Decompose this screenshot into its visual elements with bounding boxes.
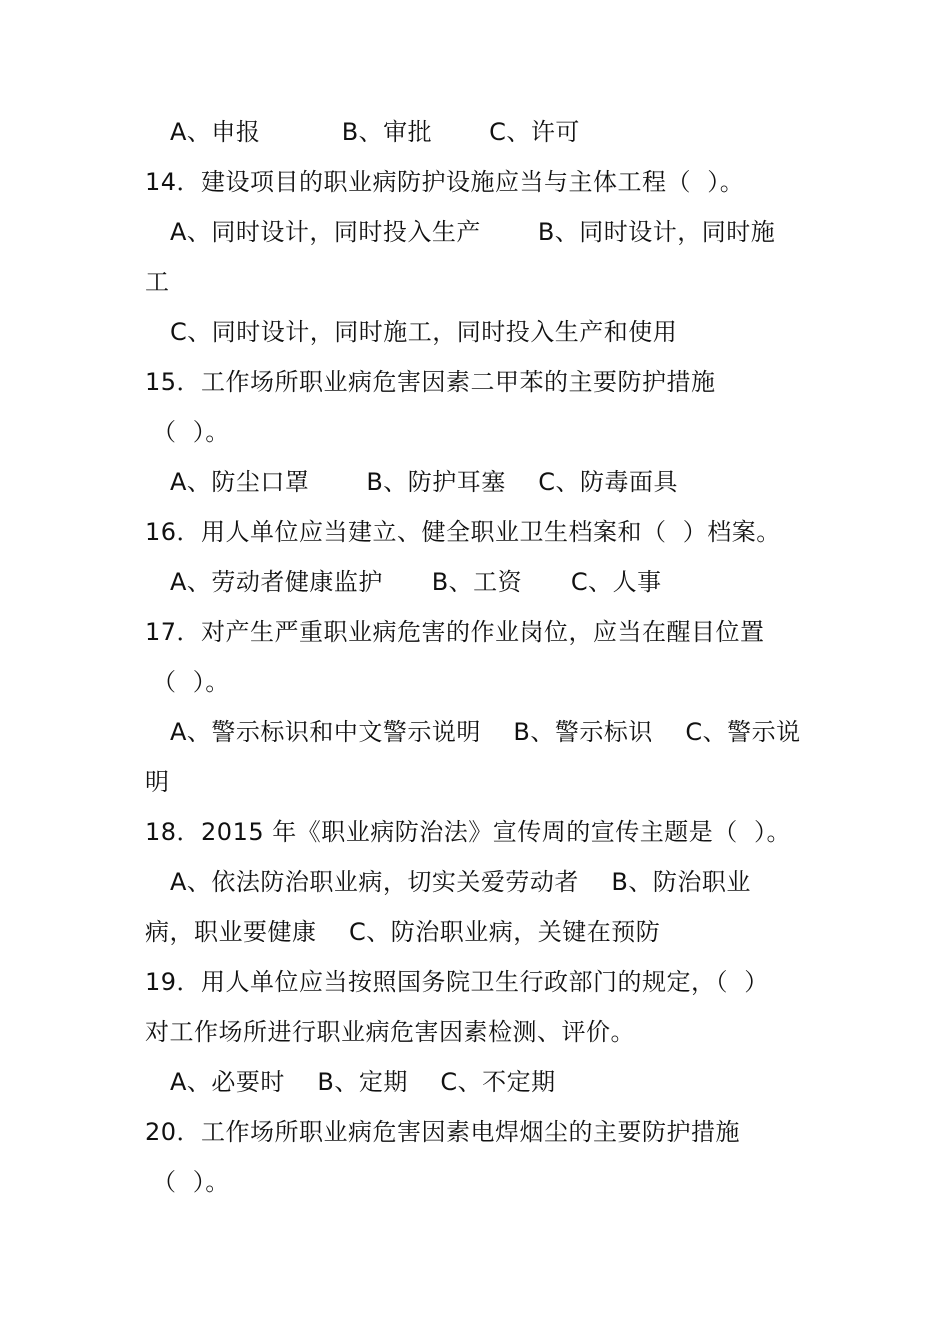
q16-options: A、劳动者健康监护 B、工资 C、人事 bbox=[170, 568, 662, 596]
q20-stem-paren: （ ）。 bbox=[152, 1168, 230, 1196]
q17-options-line1: A、警示标识和中文警示说明 B、警示标识 C、警示说 bbox=[170, 718, 801, 746]
q19-stem-line1: 19．用人单位应当按照国务院卫生行政部门的规定，（ ） bbox=[145, 968, 769, 996]
q19-stem-line2: 对工作场所进行职业病危害因素检测、评价。 bbox=[145, 1018, 635, 1046]
q19-options: A、必要时 B、定期 C、不定期 bbox=[170, 1068, 556, 1096]
q17-stem-paren: （ ）。 bbox=[152, 668, 230, 696]
q16-stem: 16．用人单位应当建立、健全职业卫生档案和（ ）档案。 bbox=[145, 518, 781, 546]
q18-stem: 18．2015 年《职业病防治法》宣传周的宣传主题是（ ）。 bbox=[145, 818, 792, 846]
q15-stem-paren: （ ）。 bbox=[152, 418, 230, 446]
q20-stem: 20．工作场所职业病危害因素电焊烟尘的主要防护措施 bbox=[145, 1118, 741, 1146]
q13-options: A、申报 B、审批 C、许可 bbox=[170, 118, 580, 146]
q17-stem: 17．对产生严重职业病危害的作业岗位，应当在醒目位置 bbox=[145, 618, 765, 646]
q15-stem: 15．工作场所职业病危害因素二甲苯的主要防护措施 bbox=[145, 368, 716, 396]
q18-options-line2: 病，职业要健康 C、防治职业病，关键在预防 bbox=[145, 918, 661, 946]
q14-options-line1: A、同时设计，同时投入生产 B、同时设计，同时施 bbox=[170, 218, 776, 246]
q14-options-line2: 工 bbox=[145, 268, 170, 296]
q15-options: A、防尘口罩 B、防护耳塞 C、防毒面具 bbox=[170, 468, 679, 496]
q18-options-line1: A、依法防治职业病，切实关爱劳动者 B、防治职业 bbox=[170, 868, 751, 896]
q14-stem: 14．建设项目的职业病防护设施应当与主体工程（ ）。 bbox=[145, 168, 745, 196]
q17-options-line2: 明 bbox=[145, 768, 170, 796]
q14-option-c: C、同时设计，同时施工，同时投入生产和使用 bbox=[170, 318, 678, 346]
